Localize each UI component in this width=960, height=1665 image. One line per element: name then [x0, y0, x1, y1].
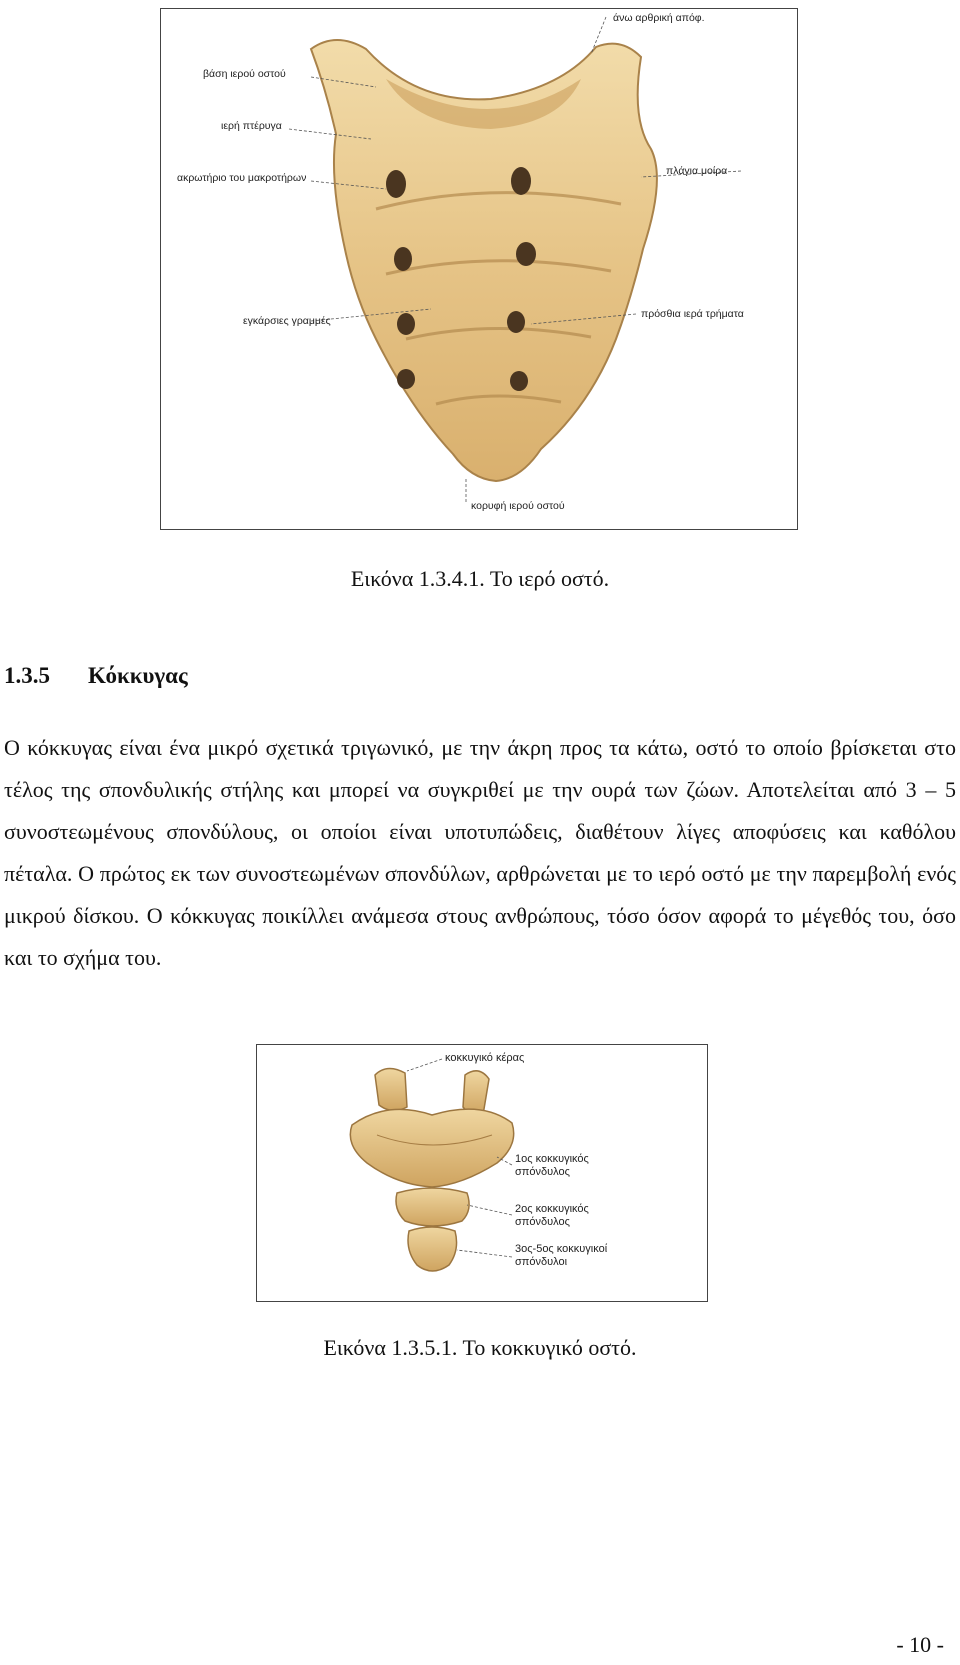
figure1-caption: Εικόνα 1.3.4.1. Το ιερό οστό.	[350, 566, 610, 591]
foramen	[510, 371, 528, 391]
foramen	[507, 311, 525, 333]
label-third-vertebrae-2: σπόνδυλοι	[515, 1256, 568, 1268]
section-number: 1.3.5	[4, 663, 50, 688]
label-lateral-mass: πλάγια μοίρα	[666, 165, 728, 177]
label-promontory: ακρωτήριο του μακροτήρων	[177, 172, 307, 184]
label-first-vertebra-2: σπόνδυλος	[515, 1166, 570, 1178]
foramen	[386, 170, 406, 198]
foramen	[397, 313, 415, 335]
label-anterior-foramina: πρόσθια ιερά τρήματα	[641, 308, 744, 320]
sacrum-illustration	[161, 9, 797, 529]
third-fifth-vertebrae	[408, 1227, 457, 1271]
label-apex: κορυφή ιερού οστού	[471, 500, 565, 512]
label-third-vertebrae-1: 3ος-5ος κοκκυγικοί	[515, 1243, 608, 1255]
foramen	[397, 369, 415, 389]
first-vertebra	[350, 1109, 513, 1187]
label-coccygeal-horn: κοκκυγικό κέρας	[445, 1052, 525, 1064]
page-number: - 10 -	[896, 1632, 944, 1657]
label-second-vertebra-1: 2ος κοκκυγικός	[515, 1203, 589, 1215]
label-wing: ιερή πτέρυγα	[221, 120, 282, 132]
sacrum-figure	[160, 8, 798, 530]
coccyx-figure	[256, 1044, 708, 1302]
figure2-caption: Εικόνα 1.3.5.1. Το κοκκυγικό οστό.	[323, 1335, 637, 1360]
body-paragraph: Ο κόκκυγας είναι ένα μικρό σχετικά τριγωνικό, με την άκρη προς τα κάτω, οστό το οποίο βρίσκεται στο τέλος της σπονδυλικής στήλης και μπορεί να συγκριθεί με την ουρά των ζώων. Αποτελείται από 3 – 5 συνοστεωμένους σπονδύλους, οι οποίοι είναι υποτυπώδεις, διαθέτουν λίγες αποφύσεις και καθόλου πέταλα. Ο πρώτος εκ των συνοστεωμένων σπονδύλων, αρθρώνεται με το ιερό οστό με την παρεμβολή ενός μικρού δίσκου. Ο κόκκυγας ποικίλλει ανάμεσα στους ανθρώπους, τόσο όσον αφορά το μέγεθός του, όσο και το σχήμα του.	[4, 735, 956, 970]
coccyx-illustration	[257, 1045, 707, 1301]
label-first-vertebra-1: 1ος κοκκυγικός	[515, 1153, 589, 1165]
label-second-vertebra-2: σπόνδυλος	[515, 1216, 570, 1228]
section-title: Κόκκυγας	[88, 663, 188, 688]
foramen	[511, 167, 531, 195]
foramen	[394, 247, 412, 271]
coccygeal-horn	[375, 1068, 407, 1110]
label-transverse-lines: εγκάρσιες γραμμές	[243, 315, 331, 327]
label-upper-articular: άνω αρθρική απόφ.	[613, 12, 705, 24]
second-vertebra	[396, 1188, 469, 1226]
label-base: βάση ιερού οστού	[203, 68, 286, 80]
foramen	[516, 242, 536, 266]
section-heading	[4, 663, 188, 689]
